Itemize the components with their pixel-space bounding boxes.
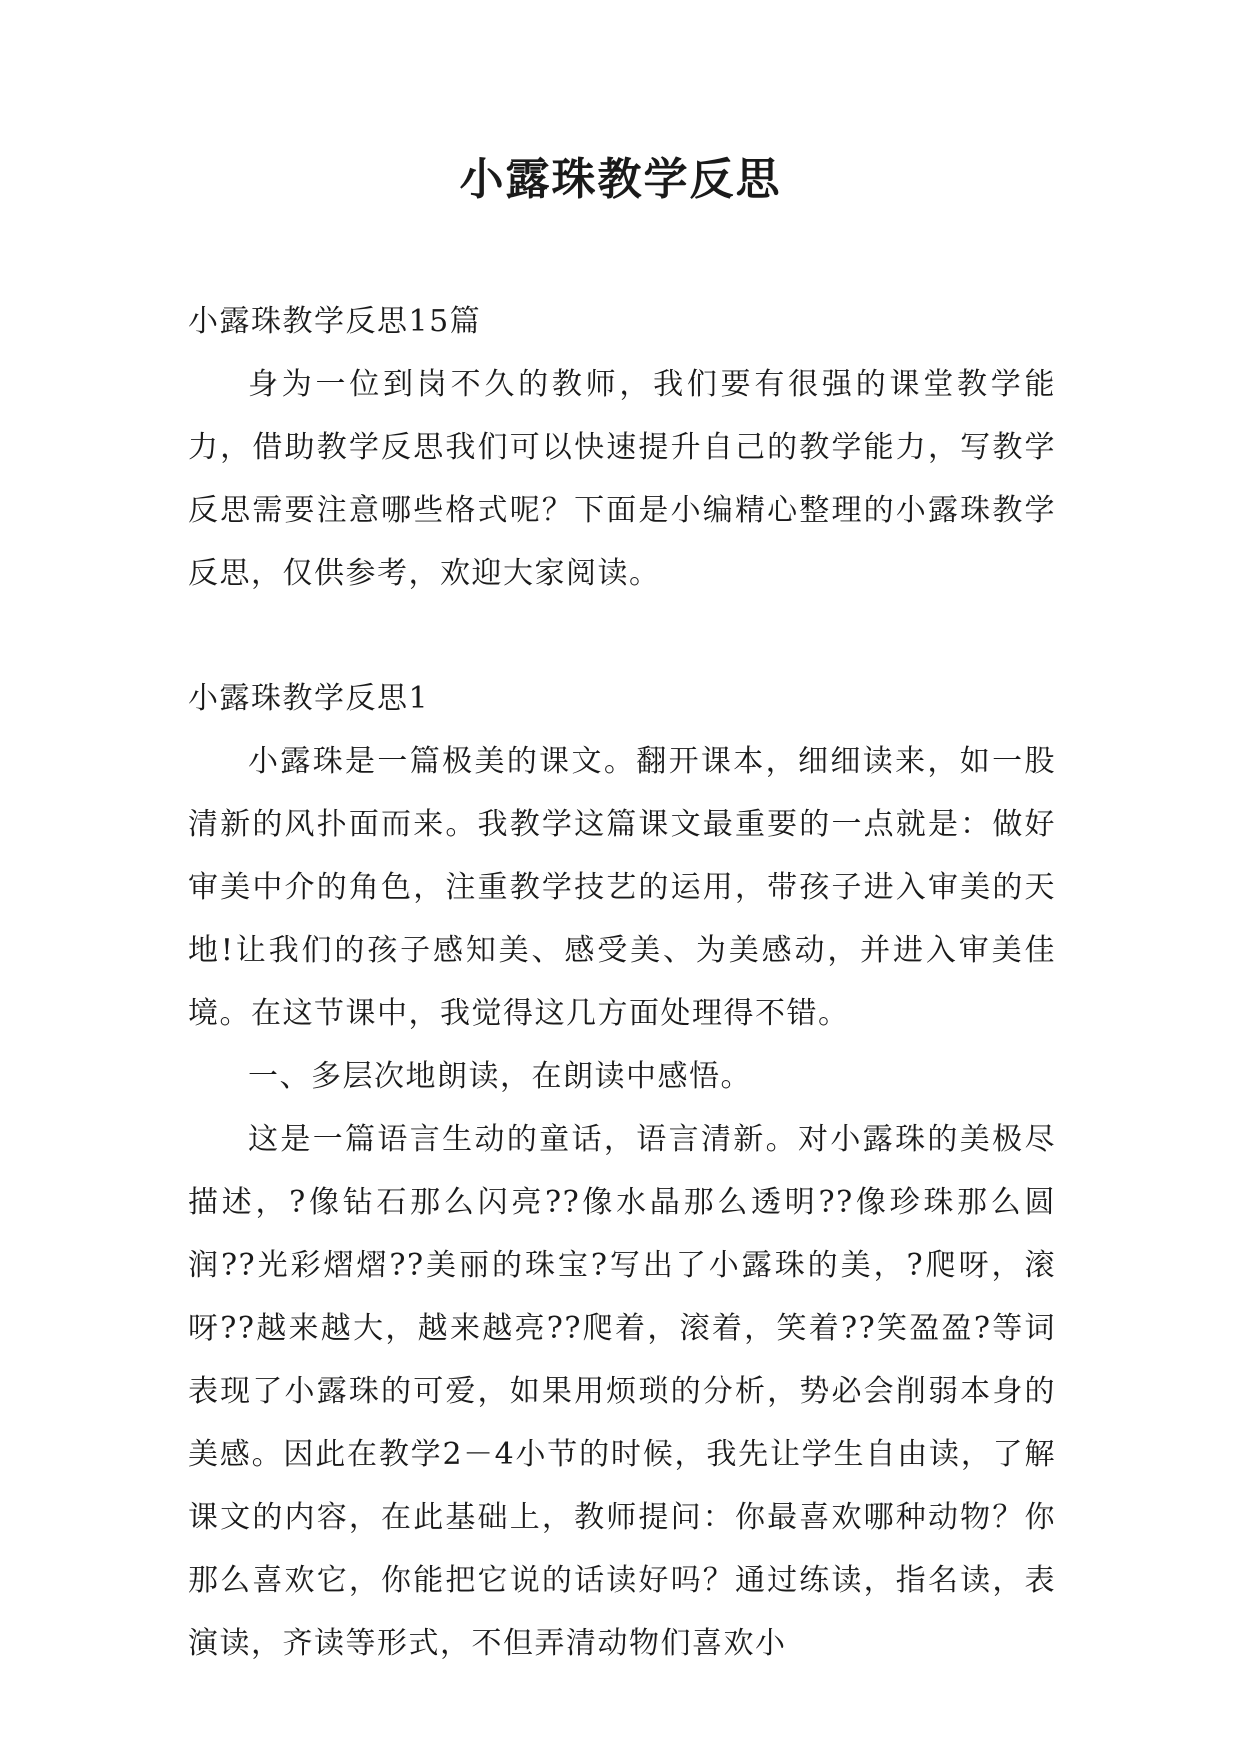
document-body xyxy=(188,290,1056,1675)
document-title: 小露珠教学反思 xyxy=(459,154,782,205)
collection-subtitle: 小露珠教学反思15篇 xyxy=(188,304,482,339)
section-spacer xyxy=(188,605,1056,667)
section-point-heading: 一、多层次地朗读，在朗读中感悟。 xyxy=(248,1059,752,1094)
section-paragraph: 这是一篇语言生动的童话，语言清新。对小露珠的美极尽描述，?像钻石那么闪亮??像水晶那么透明??像珍珠那么圆润??光彩熠熠??美丽的珠宝?写出了小露珠的美，?爬呀，滚呀??越来越大，越来越亮??爬着，滚着，笑着??笑盈盈?等词表现了小露珠的可爱，如果用烦琐的分析，势必会削弱本身的美感。因此在教学2－4小节的时候，我先让学生自由读，了解课文的内容，在此基础上，教师提问：你最喜欢哪种动物？你那么喜欢它，你能把它说的话读好吗？通过练读，指名读，表演读，齐读等形式，不但弄清动物们喜欢小 xyxy=(188,1122,1056,1661)
intro-paragraph: 身为一位到岗不久的教师，我们要有很强的课堂教学能力，借助教学反思我们可以快速提升自己的教学能力，写教学反思需要注意哪些格式呢？下面是小编精心整理的小露珠教学反思，仅供参考，欢迎大家阅读。 xyxy=(188,367,1056,591)
section-heading: 小露珠教学反思1 xyxy=(188,681,430,716)
section-paragraph: 小露珠是一篇极美的课文。翻开课本，细细读来，如一股清新的风扑面而来。我教学这篇课文最重要的一点就是：做好审美中介的角色，注重教学技艺的运用，带孩子进入审美的天地!让我们的孩子感知美、感受美、为美感动，并进入审美佳境。在这节课中，我觉得这几方面处理得不错。 xyxy=(188,744,1056,1031)
